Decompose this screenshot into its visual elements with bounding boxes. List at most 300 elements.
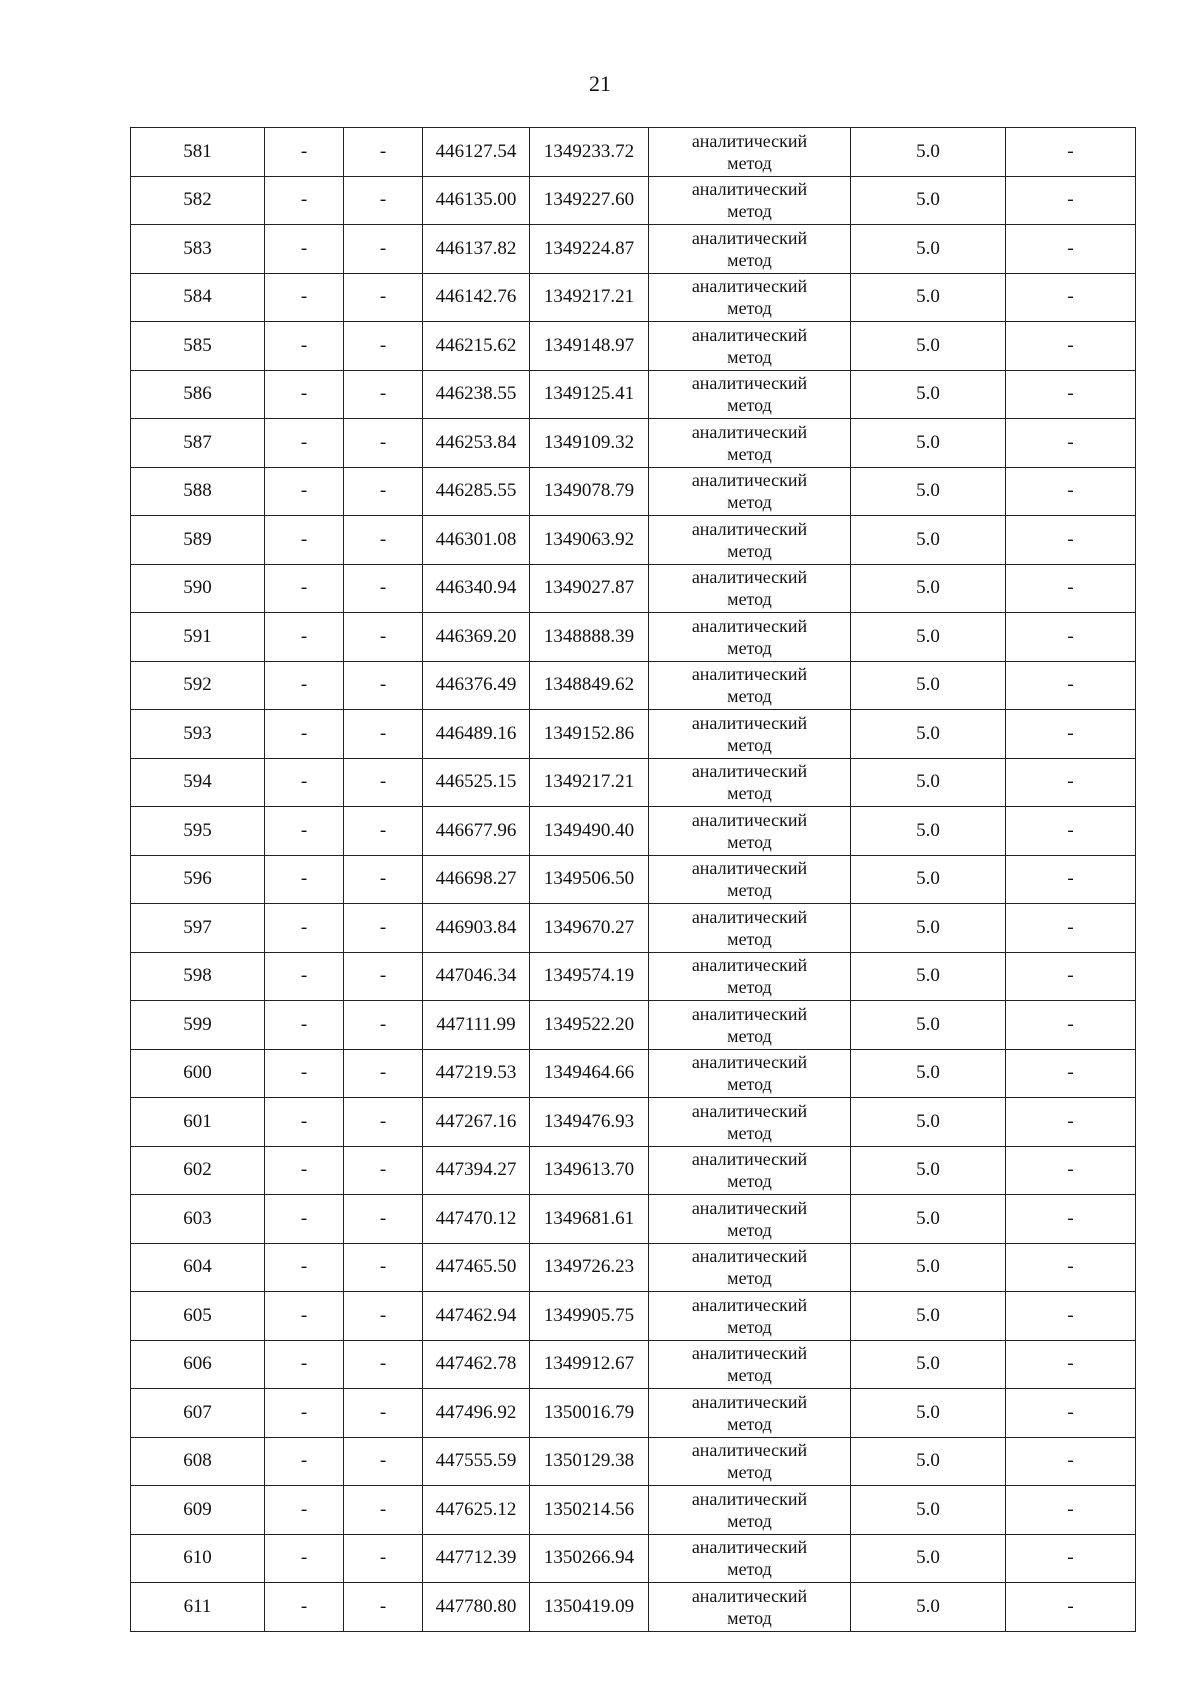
method-line-2: метод [727, 492, 772, 513]
y-coordinate-cell: 1350016.79 [530, 1389, 649, 1438]
empty-cell-a: - [265, 467, 344, 516]
method-line-2: метод [727, 540, 772, 561]
precision-cell: 5.0 [851, 1292, 1006, 1341]
empty-cell-a: - [265, 904, 344, 953]
y-coordinate-cell: 1349905.75 [530, 1292, 649, 1341]
precision-cell: 5.0 [851, 1001, 1006, 1050]
x-coordinate-cell: 446238.55 [423, 370, 530, 419]
empty-cell-a: - [265, 1486, 344, 1535]
precision-cell: 5.0 [851, 419, 1006, 468]
point-number-cell: 604 [131, 1243, 265, 1292]
x-coordinate-cell: 446215.62 [423, 322, 530, 371]
x-coordinate-cell: 446142.76 [423, 273, 530, 322]
y-coordinate-cell: 1349148.97 [530, 322, 649, 371]
method-line-1: аналитический [691, 1488, 808, 1509]
table-row [131, 419, 1136, 468]
x-coordinate-cell: 447496.92 [423, 1389, 530, 1438]
method-line-2: метод [727, 1122, 772, 1143]
empty-cell-b: - [344, 370, 423, 419]
precision-cell: 5.0 [851, 758, 1006, 807]
precision-cell: 5.0 [851, 370, 1006, 419]
empty-cell-b: - [344, 419, 423, 468]
point-number-cell: 582 [131, 176, 265, 225]
method-line-1: аналитический [691, 1149, 808, 1170]
point-number-cell: 584 [131, 273, 265, 322]
x-coordinate-cell: 446135.00 [423, 176, 530, 225]
empty-cell-b: - [344, 661, 423, 710]
table-row [131, 225, 1136, 274]
x-coordinate-cell: 447219.53 [423, 1049, 530, 1098]
table-row [131, 613, 1136, 662]
empty-cell-a: - [265, 661, 344, 710]
precision-cell: 5.0 [851, 516, 1006, 565]
method-cell [649, 225, 851, 274]
table-row [131, 1340, 1136, 1389]
x-coordinate-cell: 447394.27 [423, 1146, 530, 1195]
description-cell: - [1006, 564, 1136, 613]
method-line-1: аналитический [691, 1343, 808, 1364]
x-coordinate-cell: 447465.50 [423, 1243, 530, 1292]
y-coordinate-cell: 1349217.21 [530, 758, 649, 807]
x-coordinate-cell: 446489.16 [423, 710, 530, 759]
table-row [131, 855, 1136, 904]
method-cell [649, 1292, 851, 1341]
precision-cell: 5.0 [851, 564, 1006, 613]
method-cell [649, 1195, 851, 1244]
empty-cell-a: - [265, 1340, 344, 1389]
point-number-cell: 583 [131, 225, 265, 274]
method-line-1: аналитический [691, 906, 808, 927]
method-line-2: метод [727, 1219, 772, 1240]
table-row [131, 1243, 1136, 1292]
empty-cell-a: - [265, 1389, 344, 1438]
empty-cell-b: - [344, 952, 423, 1001]
description-cell: - [1006, 1486, 1136, 1535]
y-coordinate-cell: 1350266.94 [530, 1534, 649, 1583]
x-coordinate-cell: 446903.84 [423, 904, 530, 953]
method-line-2: метод [727, 831, 772, 852]
empty-cell-a: - [265, 419, 344, 468]
precision-cell: 5.0 [851, 1195, 1006, 1244]
y-coordinate-cell: 1349726.23 [530, 1243, 649, 1292]
method-cell [649, 1098, 851, 1147]
method-cell [649, 1534, 851, 1583]
method-line-1: аналитический [691, 179, 808, 200]
description-cell: - [1006, 904, 1136, 953]
table-row [131, 370, 1136, 419]
empty-cell-a: - [265, 128, 344, 177]
y-coordinate-cell: 1349152.86 [530, 710, 649, 759]
table-row [131, 1146, 1136, 1195]
table-row [131, 1001, 1136, 1050]
y-coordinate-cell: 1349078.79 [530, 467, 649, 516]
method-cell [649, 710, 851, 759]
method-cell [649, 807, 851, 856]
x-coordinate-cell: 446253.84 [423, 419, 530, 468]
empty-cell-a: - [265, 273, 344, 322]
table-row [131, 904, 1136, 953]
precision-cell: 5.0 [851, 467, 1006, 516]
point-number-cell: 593 [131, 710, 265, 759]
description-cell: - [1006, 855, 1136, 904]
method-line-2: метод [727, 152, 772, 173]
point-number-cell: 586 [131, 370, 265, 419]
point-number-cell: 581 [131, 128, 265, 177]
empty-cell-a: - [265, 564, 344, 613]
point-number-cell: 611 [131, 1583, 265, 1632]
x-coordinate-cell: 446698.27 [423, 855, 530, 904]
y-coordinate-cell: 1350419.09 [530, 1583, 649, 1632]
empty-cell-a: - [265, 516, 344, 565]
precision-cell: 5.0 [851, 1340, 1006, 1389]
x-coordinate-cell: 446369.20 [423, 613, 530, 662]
precision-cell: 5.0 [851, 1534, 1006, 1583]
method-line-2: метод [727, 1025, 772, 1046]
y-coordinate-cell: 1349522.20 [530, 1001, 649, 1050]
method-cell [649, 855, 851, 904]
x-coordinate-cell: 447470.12 [423, 1195, 530, 1244]
description-cell: - [1006, 419, 1136, 468]
method-line-1: аналитический [691, 421, 808, 442]
y-coordinate-cell: 1349681.61 [530, 1195, 649, 1244]
point-number-cell: 589 [131, 516, 265, 565]
coordinates-table [130, 127, 1136, 1632]
table-row [131, 952, 1136, 1001]
method-line-2: метод [727, 734, 772, 755]
method-line-2: метод [727, 928, 772, 949]
empty-cell-b: - [344, 613, 423, 662]
empty-cell-a: - [265, 1243, 344, 1292]
method-cell [649, 176, 851, 225]
description-cell: - [1006, 710, 1136, 759]
description-cell: - [1006, 225, 1136, 274]
method-line-2: метод [727, 395, 772, 416]
method-cell [649, 661, 851, 710]
point-number-cell: 610 [131, 1534, 265, 1583]
method-line-1: аналитический [691, 858, 808, 879]
empty-cell-b: - [344, 1001, 423, 1050]
empty-cell-b: - [344, 1486, 423, 1535]
y-coordinate-cell: 1349476.93 [530, 1098, 649, 1147]
x-coordinate-cell: 446137.82 [423, 225, 530, 274]
method-line-2: метод [727, 346, 772, 367]
method-cell [649, 952, 851, 1001]
method-line-2: метод [727, 443, 772, 464]
description-cell: - [1006, 322, 1136, 371]
x-coordinate-cell: 446285.55 [423, 467, 530, 516]
method-cell [649, 322, 851, 371]
empty-cell-a: - [265, 370, 344, 419]
table-row [131, 1486, 1136, 1535]
empty-cell-b: - [344, 128, 423, 177]
method-cell [649, 1049, 851, 1098]
empty-cell-a: - [265, 1049, 344, 1098]
empty-cell-b: - [344, 1049, 423, 1098]
method-cell [649, 516, 851, 565]
precision-cell: 5.0 [851, 322, 1006, 371]
method-line-2: метод [727, 1462, 772, 1483]
method-cell [649, 564, 851, 613]
y-coordinate-cell: 1348888.39 [530, 613, 649, 662]
y-coordinate-cell: 1349027.87 [530, 564, 649, 613]
method-cell [649, 613, 851, 662]
x-coordinate-cell: 446127.54 [423, 128, 530, 177]
precision-cell: 5.0 [851, 710, 1006, 759]
y-coordinate-cell: 1350214.56 [530, 1486, 649, 1535]
y-coordinate-cell: 1349574.19 [530, 952, 649, 1001]
method-line-2: метод [727, 686, 772, 707]
description-cell: - [1006, 1195, 1136, 1244]
y-coordinate-cell: 1349506.50 [530, 855, 649, 904]
description-cell: - [1006, 807, 1136, 856]
point-number-cell: 605 [131, 1292, 265, 1341]
method-line-1: аналитический [691, 227, 808, 248]
method-cell [649, 904, 851, 953]
precision-cell: 5.0 [851, 1583, 1006, 1632]
method-cell [649, 273, 851, 322]
table-row [131, 710, 1136, 759]
method-line-1: аналитический [691, 1537, 808, 1558]
method-line-1: аналитический [691, 712, 808, 733]
empty-cell-b: - [344, 225, 423, 274]
y-coordinate-cell: 1349490.40 [530, 807, 649, 856]
method-cell [649, 1146, 851, 1195]
description-cell: - [1006, 1049, 1136, 1098]
description-cell: - [1006, 467, 1136, 516]
description-cell: - [1006, 661, 1136, 710]
description-cell: - [1006, 1534, 1136, 1583]
empty-cell-b: - [344, 176, 423, 225]
point-number-cell: 607 [131, 1389, 265, 1438]
empty-cell-a: - [265, 1437, 344, 1486]
point-number-cell: 585 [131, 322, 265, 371]
method-line-2: метод [727, 1171, 772, 1192]
method-line-1: аналитический [691, 1440, 808, 1461]
method-line-1: аналитический [691, 130, 808, 151]
method-line-1: аналитический [691, 373, 808, 394]
point-number-cell: 601 [131, 1098, 265, 1147]
description-cell: - [1006, 370, 1136, 419]
method-line-1: аналитический [691, 664, 808, 685]
empty-cell-b: - [344, 1098, 423, 1147]
description-cell: - [1006, 1292, 1136, 1341]
table-row [131, 661, 1136, 710]
empty-cell-b: - [344, 322, 423, 371]
table-body [131, 128, 1136, 1632]
table-row [131, 128, 1136, 177]
y-coordinate-cell: 1349912.67 [530, 1340, 649, 1389]
precision-cell: 5.0 [851, 273, 1006, 322]
empty-cell-b: - [344, 758, 423, 807]
x-coordinate-cell: 447625.12 [423, 1486, 530, 1535]
precision-cell: 5.0 [851, 1098, 1006, 1147]
x-coordinate-cell: 447712.39 [423, 1534, 530, 1583]
table-row [131, 1049, 1136, 1098]
description-cell: - [1006, 176, 1136, 225]
method-cell [649, 1486, 851, 1535]
x-coordinate-cell: 446340.94 [423, 564, 530, 613]
description-cell: - [1006, 1146, 1136, 1195]
table-row [131, 467, 1136, 516]
x-coordinate-cell: 447111.99 [423, 1001, 530, 1050]
method-line-2: метод [727, 1413, 772, 1434]
empty-cell-a: - [265, 1146, 344, 1195]
point-number-cell: 591 [131, 613, 265, 662]
table-row [131, 758, 1136, 807]
description-cell: - [1006, 1098, 1136, 1147]
method-line-2: метод [727, 977, 772, 998]
empty-cell-a: - [265, 1583, 344, 1632]
empty-cell-a: - [265, 225, 344, 274]
table-row [131, 273, 1136, 322]
point-number-cell: 596 [131, 855, 265, 904]
method-line-2: метод [727, 1365, 772, 1386]
table-row [131, 1098, 1136, 1147]
point-number-cell: 599 [131, 1001, 265, 1050]
method-line-1: аналитический [691, 615, 808, 636]
empty-cell-a: - [265, 176, 344, 225]
precision-cell: 5.0 [851, 807, 1006, 856]
description-cell: - [1006, 273, 1136, 322]
table-row [131, 516, 1136, 565]
description-cell: - [1006, 1437, 1136, 1486]
method-cell [649, 1340, 851, 1389]
method-line-2: метод [727, 783, 772, 804]
table-row [131, 176, 1136, 225]
table-row [131, 1195, 1136, 1244]
x-coordinate-cell: 447267.16 [423, 1098, 530, 1147]
empty-cell-b: - [344, 904, 423, 953]
point-number-cell: 606 [131, 1340, 265, 1389]
empty-cell-b: - [344, 1534, 423, 1583]
precision-cell: 5.0 [851, 128, 1006, 177]
description-cell: - [1006, 1001, 1136, 1050]
point-number-cell: 600 [131, 1049, 265, 1098]
method-cell [649, 467, 851, 516]
precision-cell: 5.0 [851, 1049, 1006, 1098]
empty-cell-a: - [265, 1292, 344, 1341]
empty-cell-b: - [344, 467, 423, 516]
empty-cell-a: - [265, 952, 344, 1001]
point-number-cell: 594 [131, 758, 265, 807]
empty-cell-b: - [344, 564, 423, 613]
precision-cell: 5.0 [851, 1243, 1006, 1292]
method-line-1: аналитический [691, 470, 808, 491]
y-coordinate-cell: 1349125.41 [530, 370, 649, 419]
table-row [131, 1389, 1136, 1438]
point-number-cell: 590 [131, 564, 265, 613]
point-number-cell: 597 [131, 904, 265, 953]
method-cell [649, 1583, 851, 1632]
method-cell [649, 1001, 851, 1050]
empty-cell-a: - [265, 322, 344, 371]
table-row [131, 1583, 1136, 1632]
empty-cell-a: - [265, 807, 344, 856]
method-line-1: аналитический [691, 955, 808, 976]
table-row [131, 1292, 1136, 1341]
empty-cell-a: - [265, 613, 344, 662]
description-cell: - [1006, 1583, 1136, 1632]
y-coordinate-cell: 1349670.27 [530, 904, 649, 953]
precision-cell: 5.0 [851, 1146, 1006, 1195]
precision-cell: 5.0 [851, 225, 1006, 274]
table-row [131, 1437, 1136, 1486]
precision-cell: 5.0 [851, 1437, 1006, 1486]
y-coordinate-cell: 1348849.62 [530, 661, 649, 710]
y-coordinate-cell: 1349224.87 [530, 225, 649, 274]
x-coordinate-cell: 447780.80 [423, 1583, 530, 1632]
point-number-cell: 588 [131, 467, 265, 516]
method-cell [649, 128, 851, 177]
method-line-2: метод [727, 589, 772, 610]
method-cell [649, 1389, 851, 1438]
point-number-cell: 592 [131, 661, 265, 710]
empty-cell-a: - [265, 710, 344, 759]
table-row [131, 564, 1136, 613]
empty-cell-b: - [344, 1583, 423, 1632]
point-number-cell: 603 [131, 1195, 265, 1244]
x-coordinate-cell: 446301.08 [423, 516, 530, 565]
method-line-2: метод [727, 1559, 772, 1580]
x-coordinate-cell: 446376.49 [423, 661, 530, 710]
precision-cell: 5.0 [851, 1486, 1006, 1535]
method-line-1: аналитический [691, 1391, 808, 1412]
point-number-cell: 595 [131, 807, 265, 856]
x-coordinate-cell: 447462.94 [423, 1292, 530, 1341]
precision-cell: 5.0 [851, 613, 1006, 662]
description-cell: - [1006, 128, 1136, 177]
point-number-cell: 608 [131, 1437, 265, 1486]
y-coordinate-cell: 1350129.38 [530, 1437, 649, 1486]
point-number-cell: 602 [131, 1146, 265, 1195]
description-cell: - [1006, 1389, 1136, 1438]
method-cell [649, 419, 851, 468]
method-line-2: метод [727, 1607, 772, 1628]
table-row [131, 807, 1136, 856]
empty-cell-b: - [344, 1243, 423, 1292]
y-coordinate-cell: 1349613.70 [530, 1146, 649, 1195]
y-coordinate-cell: 1349217.21 [530, 273, 649, 322]
precision-cell: 5.0 [851, 904, 1006, 953]
empty-cell-a: - [265, 1195, 344, 1244]
empty-cell-b: - [344, 1389, 423, 1438]
empty-cell-b: - [344, 1340, 423, 1389]
method-line-2: метод [727, 1510, 772, 1531]
method-line-1: аналитический [691, 1585, 808, 1606]
empty-cell-a: - [265, 758, 344, 807]
y-coordinate-cell: 1349227.60 [530, 176, 649, 225]
precision-cell: 5.0 [851, 952, 1006, 1001]
method-line-1: аналитический [691, 518, 808, 539]
description-cell: - [1006, 516, 1136, 565]
y-coordinate-cell: 1349063.92 [530, 516, 649, 565]
method-line-2: метод [727, 201, 772, 222]
method-line-1: аналитический [691, 324, 808, 345]
method-line-2: метод [727, 1268, 772, 1289]
empty-cell-b: - [344, 1195, 423, 1244]
precision-cell: 5.0 [851, 661, 1006, 710]
empty-cell-b: - [344, 807, 423, 856]
method-line-1: аналитический [691, 1100, 808, 1121]
x-coordinate-cell: 447046.34 [423, 952, 530, 1001]
empty-cell-a: - [265, 1534, 344, 1583]
method-cell [649, 370, 851, 419]
method-line-1: аналитический [691, 761, 808, 782]
x-coordinate-cell: 447462.78 [423, 1340, 530, 1389]
y-coordinate-cell: 1349464.66 [530, 1049, 649, 1098]
point-number-cell: 598 [131, 952, 265, 1001]
table-row [131, 322, 1136, 371]
